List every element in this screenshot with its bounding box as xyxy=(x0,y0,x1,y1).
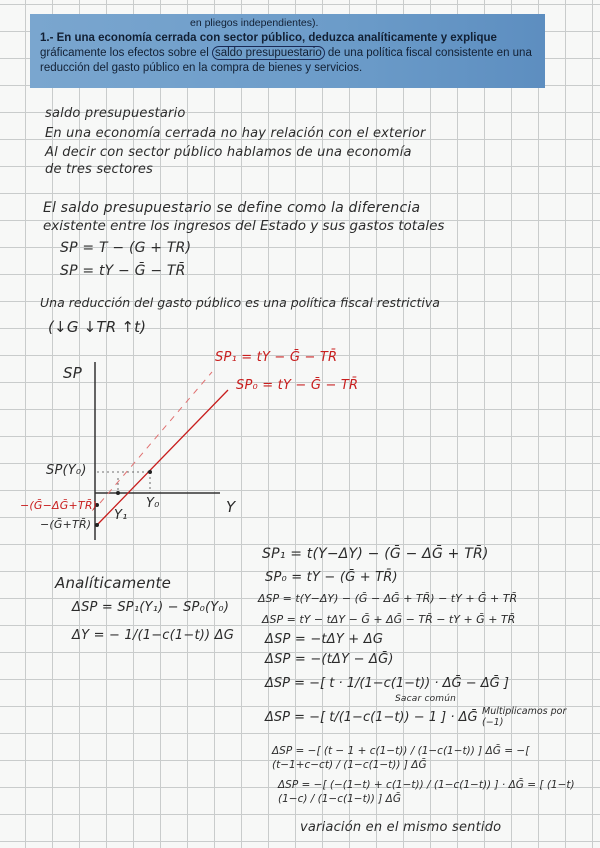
derivation-line: ΔSP = tY − tΔY − Ḡ + ΔḠ − TR̄ − tY + Ḡ + TR̄ xyxy=(262,613,516,626)
derivation-line: ΔSP = −(tΔY − ΔḠ) xyxy=(265,652,394,667)
derivation-line: ΔSP = −[ t · 1/(1−c(1−t)) · ΔḠ − ΔḠ ] xyxy=(265,676,509,691)
point-intercept0 xyxy=(95,523,99,527)
note-line: Al decir con sector público hablamos de una economía xyxy=(45,145,412,160)
conclusion: variación en el mismo sentido xyxy=(300,820,502,835)
sp-y0-label: SP(Y₀) xyxy=(46,463,87,478)
note-line: existente entre los ingresos del Estado y sus gastos totales xyxy=(43,218,445,234)
analytic-eq: ΔY = − 1/(1−c(1−t)) ΔG xyxy=(72,628,235,643)
note-line: Una reducción del gasto público es una política fiscal restrictiva xyxy=(40,295,440,310)
derivation-line: ΔSP = −[ (t − 1 + c(1−t)) / (1−c(1−t)) ] ΔḠ = −[ (t−1+c−ct) / (1−c(1−t)) ] ΔḠ xyxy=(272,745,530,771)
derivation-line: ΔSP = −[ (−(1−t) + c(1−t)) / (1−c(1−t)) ] · ΔḠ = [ (1−t)(1−c) / (1−c(1−t)) ] ΔḠ xyxy=(278,779,575,805)
circled-term: saldo presupuestario xyxy=(212,46,325,60)
sp0-line xyxy=(97,390,228,525)
sp1-line xyxy=(100,372,212,503)
question-line-1: 1.- En una economía cerrada con sector público, deduzca analíticamente y explique xyxy=(40,32,497,44)
question-line-3: reducción del gasto público en la compra de bienes y servicios. xyxy=(40,62,363,74)
analytic-heading: Analíticamente xyxy=(55,574,172,592)
derivation-line: SP₁ = t(Y−ΔY) − (Ḡ − ΔḠ + TR̄) xyxy=(262,546,489,562)
point-y1 xyxy=(116,491,120,495)
analytic-eq: ΔSP = SP₁(Y₁) − SP₀(Y₀) xyxy=(72,600,230,615)
y-axis-label: SP xyxy=(63,364,82,382)
intercept1-label: −(Ḡ−ΔḠ+TR̄) xyxy=(20,499,98,512)
note-line: de tres sectores xyxy=(45,162,154,177)
question-line-2-end: de una política fiscal consistente en una xyxy=(324,47,532,59)
multiply-note: Multiplicamos por (−1) xyxy=(482,706,567,728)
sp1-label: SP₁ = tY − Ḡ − TR̄ xyxy=(215,350,338,365)
note-line: En una economía cerrada no hay relación con el exterior xyxy=(45,126,426,141)
derivation-line: ΔSP = −tΔY + ΔG xyxy=(265,632,384,647)
point-y0 xyxy=(148,470,152,474)
sp0-label: SP₀ = tY − Ḡ − TR̄ xyxy=(236,378,359,393)
equation: SP = T − (G + TR) xyxy=(60,240,192,256)
intercept0-label: −(Ḡ+TR̄) xyxy=(40,518,92,531)
y1-label: Y₁ xyxy=(114,508,128,523)
derivation-line: SP₀ = tY − (Ḡ + TR̄) xyxy=(265,570,398,585)
note-line: El saldo presupuestario se define como la diferencia xyxy=(43,200,421,216)
derivation-line: ΔSP = −[ t/(1−c(1−t)) − 1 ] · ΔḠ xyxy=(265,710,478,725)
question-line-2-start: gráficamente los efectos sobre el xyxy=(40,47,212,59)
notes-heading: saldo presupuestario xyxy=(45,106,186,121)
y0-label: Y₀ xyxy=(146,496,160,511)
question-top-line: en pliegos independientes). xyxy=(190,17,319,29)
derivation-line: ΔSP = t(Y−ΔY) − (Ḡ − ΔḠ + TR̄) − tY + Ḡ + TR̄ xyxy=(258,592,518,605)
factor-note: Sacar común xyxy=(395,694,457,704)
equation: SP = tY − Ḡ − TR̄ xyxy=(60,263,186,279)
note-line: (↓G ↓TR ↑t) xyxy=(48,318,147,336)
x-axis-label: Y xyxy=(226,498,236,516)
